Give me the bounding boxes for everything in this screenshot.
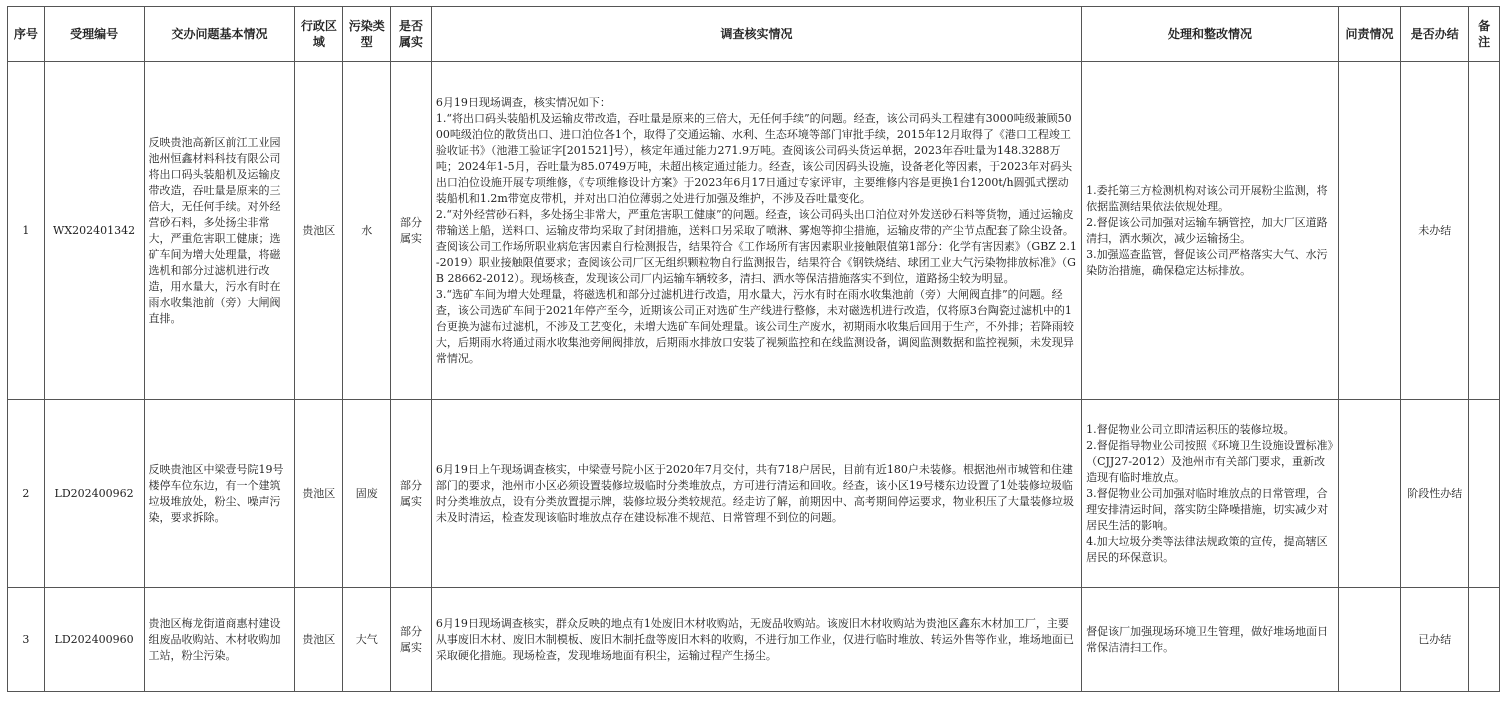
cell-seq: 3	[8, 588, 45, 692]
header-verified: 是否属实	[391, 7, 432, 62]
table-row	[8, 588, 1500, 692]
cell-accountability	[1338, 400, 1400, 588]
cell-accountability	[1338, 62, 1400, 400]
cell-pollution: 固废	[343, 400, 391, 588]
cell-issue: 反映贵池高新区前江工业园池州恒鑫材料科技有限公司将出口码头装船机及运输皮带改造，吞吐量是原来的三倍大，无任何手续。对外经营砂石料，多处扬尘非常大，严重危害职工健康；选矿车间为增大处理量，将磁选机和部分过滤机进行改造，用水量大，污水有时在雨水收集池前（旁）大闸阀直排。	[144, 62, 295, 400]
cell-investigation	[431, 62, 1081, 400]
header-row	[8, 7, 1500, 62]
cell-verified: 部分属实	[391, 62, 432, 400]
header-accountability: 问责情况	[1338, 7, 1400, 62]
cell-verified: 部分属实	[391, 400, 432, 588]
cell-case-id: LD202400960	[44, 588, 144, 692]
cell-rectification	[1082, 400, 1339, 588]
cell-issue: 贵池区梅龙街道商惠村建设组废品收购站、木材收购加工站，粉尘污染。	[144, 588, 295, 692]
cell-seq: 2	[8, 400, 45, 588]
cell-status: 已办结	[1401, 588, 1469, 692]
cell-remark	[1469, 400, 1500, 588]
rectification-item: 2.督促该公司加强对运输车辆管控，加大厂区道路清扫，洒水频次，减少运输扬尘。	[1086, 215, 1328, 245]
investigation-paragraph: 1.“将出口码头装船机及运输皮带改造，吞吐量是原来的三倍大，无任何手续”的问题。经查，该公司码头工程建有3000吨级兼顾5000吨级泊位的散货出口、进口泊位各1个，取得了交通运输、水利、生态环境等部门审批手续，2015年12月取得了《港口工程竣工验收证书》（池港工验证字[201521]号），核定年通过能力271.9万吨。查阅该公司码头货运单据，2023年吞吐量为148.3288万吨；2024年1-5月，吞吐量为85.0749万吨，未超出核定通过能力。经查，该公司因码头设施，设备老化等因素，于2023年对码头出口泊位设施开展专项维修，《专项维修设计方案》于2023年6月17日通过专家评审，主要维修内容是更换1台1200t/h圆弧式摆动装船机和1.2m带宽皮带机，并对出口泊位薄弱之处进行加强及维护，不涉及吞吐量变化。	[435, 111, 1073, 205]
cell-rectification	[1082, 62, 1339, 400]
table-row	[8, 400, 1500, 588]
header-rectification: 处理和整改情况	[1082, 7, 1339, 62]
rectification-item: 4.加大垃圾分类等法律法规政策的宣传，提高辖区居民的环保意识。	[1086, 534, 1328, 564]
rectification-item: 1.督促物业公司立即清运积压的装修垃圾。	[1086, 422, 1295, 436]
rectification-item: 1.委托第三方检测机构对该公司开展粉尘监测，将依据监测结果依法依规处理。	[1086, 183, 1328, 213]
investigation-paragraph: 3.“选矿车间为增大处理量，将磁选机和部分过滤机进行改造，用水量大，污水有时在雨水收集池前（旁）大闸阀直排”的问题。经查，该公司选矿车间于2021年停产至今，近期该公司正对选矿生产线进行整修，未对磁选机进行改造，仅将原3台陶瓷过滤机中的1台更换为滤布过滤机，不涉及工艺变化，未增大选矿车间处理量。该公司生产废水，初期雨水收集后回用于生产，不外排；若降雨较大，后期雨水将通过雨水收集池旁闸阀排放，后期雨水排放口安装了视频监控和在线监测设备，调阅监测数据和监控视频，未发现异常情况。	[435, 287, 1074, 365]
header-remark: 备注	[1469, 7, 1500, 62]
header-investigation: 调查核实情况	[431, 7, 1081, 62]
cell-issue: 反映贵池区中梁壹号院19号楼停车位东边，有一个建筑垃圾堆放处，粉尘、噪声污染，要求拆除。	[144, 400, 295, 588]
header-issue: 交办问题基本情况	[144, 7, 295, 62]
cell-remark	[1469, 62, 1500, 400]
header-case-id: 受理编号	[44, 7, 144, 62]
cell-seq: 1	[8, 62, 45, 400]
cell-investigation	[431, 588, 1081, 692]
header-seq: 序号	[8, 7, 45, 62]
cell-case-id: LD202400962	[44, 400, 144, 588]
cell-pollution: 大气	[343, 588, 391, 692]
investigation-paragraph: 2.“对外经营砂石料，多处扬尘非常大，严重危害职工健康”的问题。经查，该公司码头出口泊位对外发送砂石料等货物，通过运输皮带输送上船，送料口、运输皮带均采取了封闭措施，送料口另采取了喷淋、雾炮等抑尘措施，运输皮带的产尘节点配套了除尘设备。查阅该公司工作场所职业病危害因素自行检测报告，结果符合《工作场所有害因素职业接触限值第1部分：化学有害因素》（GBZ 2.1-2019）职业接触限值要求；查阅该公司厂区无组织颗粒物自行监测报告，结果符合《钢铁烧结、球团工业大气污染物排放标准》（GB 28662-2012）。现场核查，发现该公司厂内运输车辆较多，清扫、洒水等保洁措施落实不到位，道路扬尘较为明显。	[435, 207, 1077, 285]
cell-status: 阶段性办结	[1401, 400, 1469, 588]
case-table	[7, 6, 1500, 692]
investigation-paragraph: 6月19日现场调查核实，群众反映的地点有1处废旧木材收购站，无废品收购站。该废旧木材收购站为贵池区鑫东木材加工厂，主要从事废旧木材、废旧木制模板、废旧木制托盘等废旧木料的收购，不进行加工作业，仅进行临时堆放、转运外售等作业，堆场地面已采取硬化措施。现场检查，发现堆场地面有积尘，运输过程产生扬尘。	[435, 616, 1074, 662]
cell-region: 贵池区	[295, 400, 343, 588]
cell-pollution: 水	[343, 62, 391, 400]
cell-investigation	[431, 400, 1081, 588]
cell-region: 贵池区	[295, 588, 343, 692]
cell-remark	[1469, 588, 1500, 692]
investigation-paragraph: 6月19日上午现场调查核实，中梁壹号院小区于2020年7月交付，共有718户居民，目前有近180户未装修。根据池州市城管和住建部门的要求，池州市小区必须设置装修垃圾临时分类堆放点，方可进行清运和回收。经查，该小区19号楼东边设置了1处装修垃圾临时分类堆放点，设有分类放置提示牌，装修垃圾分类较规范。经走访了解，前期因中、高考期间停运要求，物业积压了大量装修垃圾未及时清运，检查发现该临时堆放点存在建设标准不规范、日常管理不到位的问题。	[435, 462, 1074, 524]
rectification-item: 3.加强巡查监管，督促该公司严格落实大气、水污染防治措施，确保稳定达标排放。	[1086, 247, 1328, 277]
cell-rectification	[1082, 588, 1339, 692]
rectification-item: 督促该厂加强现场环境卫生管理，做好堆场地面日常保洁清扫工作。	[1086, 624, 1329, 654]
rectification-item: 2.督促指导物业公司按照《环境卫生设施设置标准》（CJJ27-2012）及池州市有关部门要求，重新改造现有临时堆放点。	[1086, 438, 1334, 484]
cell-region: 贵池区	[295, 62, 343, 400]
table-row	[8, 62, 1500, 400]
cell-verified: 部分属实	[391, 588, 432, 692]
rectification-item: 3.督促物业公司加强对临时堆放点的日常管理，合理安排清运时间，落实防尘降噪措施，切实减少对居民生活的影响。	[1086, 486, 1329, 532]
cell-accountability	[1338, 588, 1400, 692]
investigation-paragraph: 6月19日现场调查，核实情况如下：	[435, 95, 611, 109]
cell-status: 未办结	[1401, 62, 1469, 400]
header-pollution: 污染类型	[343, 7, 391, 62]
cell-case-id: WX202401342	[44, 62, 144, 400]
header-region: 行政区域	[295, 7, 343, 62]
header-status: 是否办结	[1401, 7, 1469, 62]
